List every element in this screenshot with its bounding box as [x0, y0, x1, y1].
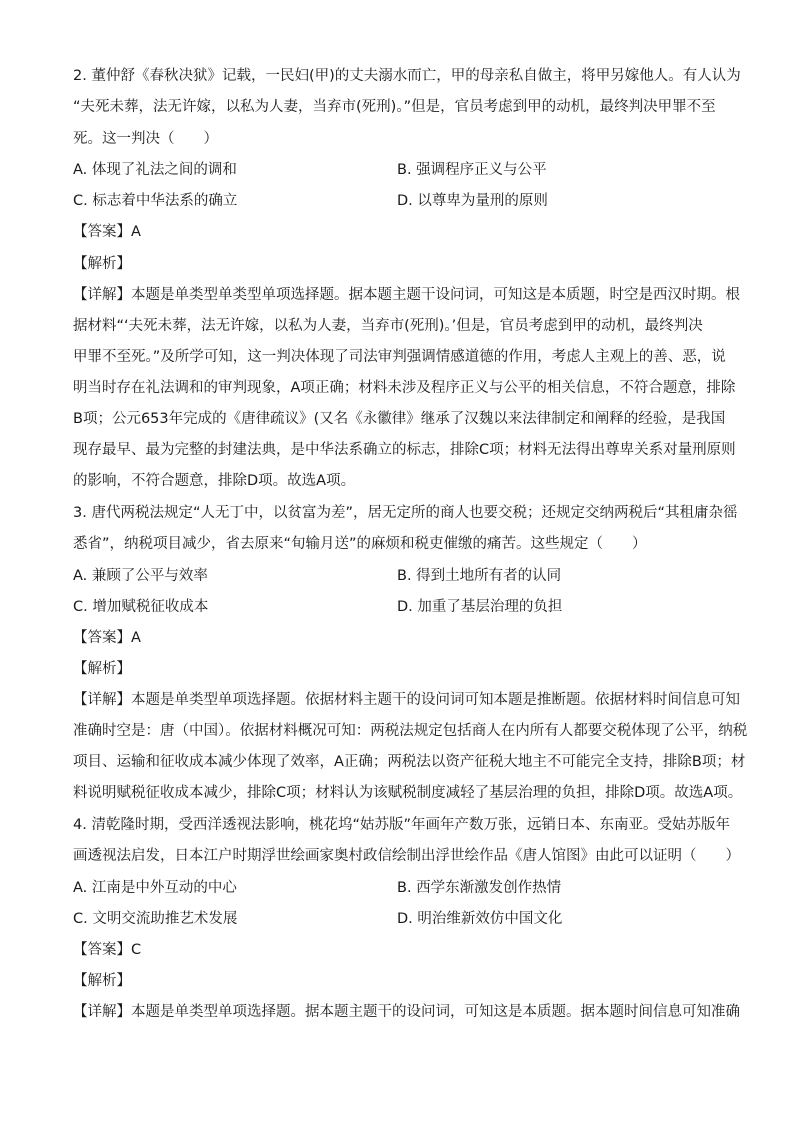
q2-answer: 【答案】A	[73, 224, 141, 240]
q2-detail-line-2: 据材料“‘夫死未葬，法无许嫁，以私为人妻，当弃市(死刑)。’但是，官员考虑到甲的动机，最终判决	[73, 318, 703, 334]
q2-option-c: C. 标志着中华法系的确立	[73, 193, 238, 209]
q3-detail-line-4: 料说明赋税征收成本减少，排除C项；材料认为该赋税制度减轻了基层治理的负担，排除D项。故选A项。	[73, 785, 743, 801]
q3-option-b: B. 得到土地所有者的认同	[397, 568, 562, 584]
q2-stem-line-1: 2. 董仲舒《春秋决狱》记载，一民妇(甲)的丈夫溺水而亡，甲的母亲私自做主，将甲另嫁他人。有人认为	[73, 68, 741, 84]
q2-detail-line-4: 明当时存在礼法调和的审判现象，A项正确；材料未涉及程序正义与公平的相关信息，不符合题意，排除	[73, 380, 736, 396]
q4-option-d: D. 明治维新效仿中国文化	[397, 911, 563, 927]
q2-analysis-label: 【解析】	[73, 256, 131, 272]
q4-stem-line-2: 画透视法启发，日本江户时期浮世绘画家奥村政信绘制出浮世绘作品《唐人馆图》由此可以证明（ ）	[73, 848, 740, 864]
q3-answer: 【答案】A	[73, 630, 141, 646]
q4-detail-line-1: 【详解】本题是单类型单项选择题。据本题主题干的设问词，可知这是本质题。据本题时间信息可知准确	[73, 1004, 740, 1020]
q2-detail-line-6: 现存最早、最为完整的封建法典，是中华法系确立的标志，排除C项；材料无法得出尊卑关系对量刑原则	[73, 442, 736, 458]
q3-detail-line-3: 项目、运输和征收成本减少体现了效率，A正确；两税法以资产征税大地主不可能完全支持，排除B项；材	[73, 754, 746, 770]
q3-option-a: A. 兼顾了公平与效率	[73, 568, 208, 584]
q2-detail-line-3: 甲罪不至死。”及所学可知，这一判决体现了司法审判强调情感道德的作用，考虑人主观上的善、恶，说	[73, 349, 726, 365]
q2-detail-line-1: 【详解】本题是单类型单类型单项选择题。据本题主题干设问词，可知这是本质题，时空是西汉时期。根	[73, 287, 740, 303]
q2-stem-line-2: “夫死未葬，法无许嫁，以私为人妻，当弃市(死刑)。”但是，官员考虑到甲的动机，最终判决甲罪不至	[73, 99, 716, 115]
q2-option-a: A. 体现了礼法之间的调和	[73, 162, 237, 178]
q2-detail-line-7: 的影响，不符合题意，排除D项。故选A项。	[73, 473, 356, 489]
q2-detail-line-5: B项；公元653年完成的《唐律疏议》(又名《永徽律》继承了汉魏以来法律制定和阐释的经验，是我国	[73, 411, 726, 427]
q3-stem-line-2: 悉省”，纳税项目减少，省去原来“旬输月送”的麻烦和税吏催缴的痛苦。这些规定（ ）	[73, 536, 647, 552]
q3-analysis-label: 【解析】	[73, 661, 131, 677]
q2-stem-line-3: 死。这一判决（ ）	[73, 131, 218, 147]
q3-option-c: C. 增加赋税征收成本	[73, 599, 209, 615]
q4-option-b: B. 西学东渐激发创作热情	[397, 880, 562, 896]
q3-stem-line-1: 3. 唐代两税法规定“人无丁中，以贫富为差”，居无定所的商人也要交税；还规定交纳两税后“其租庸杂徭	[73, 505, 738, 521]
q4-answer: 【答案】C	[73, 942, 142, 958]
q4-option-c: C. 文明交流助推艺术发展	[73, 911, 238, 927]
q4-analysis-label: 【解析】	[73, 973, 131, 989]
q2-option-d: D. 以尊卑为量刑的原则	[397, 193, 548, 209]
q2-option-b: B. 强调程序正义与公平	[397, 162, 547, 178]
q4-option-a: A. 江南是中外互动的中心	[73, 880, 237, 896]
q3-detail-line-1: 【详解】本题是单类型单项选择题。依据材料主题干的设问词可知本题是推断题。依据材料时间信息可知	[73, 692, 740, 708]
q3-detail-line-2: 准确时空是：唐（中国）。依据材料概况可知：两税法规定包括商人在内所有人都要交税体现了公平，纳税	[73, 723, 748, 739]
q4-stem-line-1: 4. 清乾隆时期，受西洋透视法影响，桃花坞“姑苏版”年画年产数万张，远销日本、东南亚。受姑苏版年	[73, 817, 730, 833]
q3-option-d: D. 加重了基层治理的负担	[397, 599, 563, 615]
